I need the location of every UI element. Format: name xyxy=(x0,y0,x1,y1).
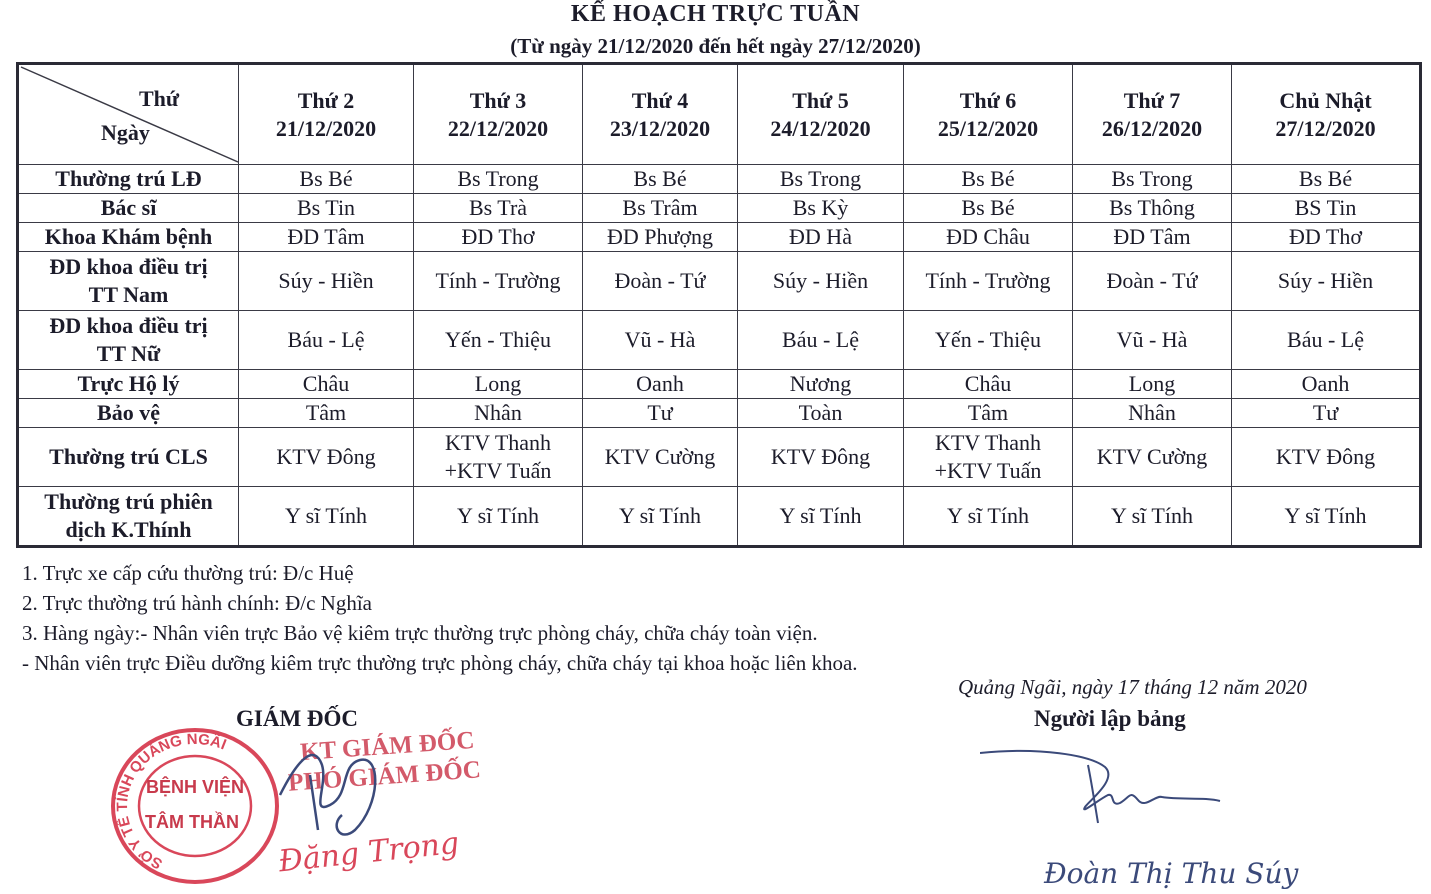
duty-cell xyxy=(583,223,738,252)
duty-assignee: Bs Trâm xyxy=(622,195,698,220)
row-label xyxy=(18,311,239,370)
duty-cell xyxy=(738,223,904,252)
duty-cell xyxy=(1232,487,1421,547)
day-header xyxy=(904,64,1073,165)
duty-cell xyxy=(1073,223,1232,252)
duty-cell xyxy=(904,223,1073,252)
day-header xyxy=(414,64,583,165)
duty-cell xyxy=(1232,370,1421,399)
header-row xyxy=(18,64,1421,165)
duty-assignee: Súy - Hiền xyxy=(772,268,869,293)
place-date: Quảng Ngãi, ngày 17 tháng 12 năm 2020 xyxy=(958,675,1307,699)
duty-cell xyxy=(1232,194,1421,223)
duty-cell xyxy=(1073,428,1232,487)
row-label-line: TT Nam xyxy=(88,282,169,307)
row-label-line: dịch K.Thính xyxy=(65,517,192,542)
duty-cell xyxy=(414,252,583,311)
corner-header-cell xyxy=(18,64,239,165)
duty-cell xyxy=(239,223,414,252)
schedule-row xyxy=(18,223,1421,252)
day-name: Thứ 2 xyxy=(297,87,355,113)
duty-cell xyxy=(904,399,1073,428)
row-label-line: Bảo vệ xyxy=(97,400,160,425)
row-label-line: Thường trú LĐ xyxy=(55,166,202,191)
duty-assignee: Y sĩ Tính xyxy=(285,503,367,528)
duty-cell xyxy=(738,399,904,428)
duty-cell xyxy=(414,194,583,223)
duty-assignee: +KTV Tuấn xyxy=(444,458,552,483)
duty-assignee: Yến - Thiệu xyxy=(445,327,551,352)
duty-assignee: Bs Bé xyxy=(633,166,687,191)
row-label-line: Thường trú phiên xyxy=(44,489,213,514)
duty-cell xyxy=(1073,399,1232,428)
duty-cell xyxy=(414,487,583,547)
duty-cell xyxy=(904,194,1073,223)
duty-assignee: BS Tin xyxy=(1294,195,1357,220)
duty-assignee: Long xyxy=(474,371,522,396)
duty-cell xyxy=(239,399,414,428)
note-line: 3. Hàng ngày:- Nhân viên trực Bảo vệ kiêm trực thường trực phòng cháy, chữa cháy toàn viện. xyxy=(22,621,818,645)
duty-cell xyxy=(583,370,738,399)
duty-assignee: Tư xyxy=(1312,400,1339,425)
duty-cell xyxy=(583,487,738,547)
kt-director-stamp-line1: KT GIÁM ĐỐC xyxy=(299,726,476,767)
row-label xyxy=(18,194,239,223)
duty-assignee: Bs Trà xyxy=(468,195,528,220)
day-date: 26/12/2020 xyxy=(1101,115,1203,141)
duty-cell xyxy=(738,428,904,487)
duty-cell xyxy=(1232,311,1421,370)
duty-assignee: Đoàn - Tứ xyxy=(614,268,706,293)
duty-assignee: Súy - Hiền xyxy=(1277,268,1374,293)
stamp-ring-text: SỞ Y TẾ TỈNH QUẢNG NGÃI xyxy=(113,730,229,873)
duty-assignee: Báu - Lệ xyxy=(287,327,365,352)
day-date: 24/12/2020 xyxy=(770,115,871,141)
duty-assignee: Bs Kỳ xyxy=(792,195,849,220)
duty-cell xyxy=(1073,370,1232,399)
row-label xyxy=(18,165,239,194)
svg-text:Đặng Trọng: Đặng Trọng xyxy=(276,825,461,880)
day-name: Thứ 3 xyxy=(469,87,527,113)
duty-assignee: ĐD Phượng xyxy=(606,224,714,249)
duty-assignee: Báu - Lệ xyxy=(1287,327,1364,352)
duty-cell xyxy=(414,399,583,428)
duty-cell xyxy=(239,428,414,487)
preparer-signature-name xyxy=(1040,845,1330,894)
duty-assignee: Y sĩ Tính xyxy=(1111,503,1193,528)
preparer-signature xyxy=(980,745,1240,835)
note-line: 2. Trực thường trú hành chính: Đ/c Nghĩa xyxy=(22,591,373,615)
row-label xyxy=(18,487,239,547)
director-signature-name xyxy=(270,820,470,880)
duty-assignee: Bs Trong xyxy=(779,166,862,191)
duty-assignee: Bs Trong xyxy=(457,166,539,191)
duty-assignee: Oanh xyxy=(1301,371,1350,396)
row-label-line: ĐD khoa điều trị xyxy=(49,254,208,279)
duty-cell xyxy=(414,370,583,399)
duty-assignee: Y sĩ Tính xyxy=(947,503,1029,528)
preparer-title: Người lập bảng xyxy=(1034,706,1186,731)
duty-cell xyxy=(583,428,738,487)
row-label-line: TT Nữ xyxy=(96,341,161,366)
duty-assignee: KTV Thanh xyxy=(444,430,552,455)
duty-assignee: KTV Thanh xyxy=(934,430,1042,455)
duty-assignee: ĐD Tâm xyxy=(1113,224,1191,249)
duty-assignee: Tâm xyxy=(967,400,1009,425)
row-label-line: ĐD khoa điều trị xyxy=(49,313,208,338)
duty-assignee: Châu xyxy=(964,371,1012,396)
duty-assignee: Yến - Thiệu xyxy=(935,327,1041,352)
duty-assignee: Vũ - Hà xyxy=(1116,327,1188,352)
duty-cell xyxy=(239,311,414,370)
duty-cell xyxy=(904,165,1073,194)
row-label-line: Trực Hộ lý xyxy=(77,371,180,396)
duty-assignee: Bs Bé xyxy=(961,195,1015,220)
row-label xyxy=(18,223,239,252)
row-label-line: Bác sĩ xyxy=(100,195,157,220)
duty-cell xyxy=(738,165,904,194)
duty-cell xyxy=(1073,252,1232,311)
duty-cell xyxy=(414,223,583,252)
corner-label-thu: Thứ xyxy=(139,86,180,111)
duty-assignee: Oanh xyxy=(636,371,684,396)
duty-assignee: KTV Đông xyxy=(1275,444,1376,469)
duty-assignee: Y sĩ Tính xyxy=(457,503,539,528)
duty-assignee: Bs Bé xyxy=(299,166,353,191)
duty-cell xyxy=(904,487,1073,547)
footnotes xyxy=(22,558,858,678)
note-line: - Nhân viên trực Điều dưỡng kiêm trực thường trực phòng cháy, chữa cháy tại khoa hoặc liên khoa. xyxy=(22,651,858,675)
row-label xyxy=(18,252,239,311)
duty-assignee: Bs Bé xyxy=(961,166,1015,191)
duty-cell xyxy=(1073,311,1232,370)
duty-cell xyxy=(239,165,414,194)
duty-cell xyxy=(1232,428,1421,487)
duty-assignee: ĐD Thơ xyxy=(1289,224,1362,249)
duty-cell xyxy=(738,194,904,223)
duty-assignee: Bs Bé xyxy=(1298,166,1353,191)
duty-assignee: Tâm xyxy=(305,400,347,425)
director-title: GIÁM ĐỐC xyxy=(236,706,359,731)
schedule-row xyxy=(18,194,1421,223)
duty-assignee: KTV Đông xyxy=(276,444,376,469)
note-line: 1. Trực xe cấp cứu thường trú: Đ/c Huệ xyxy=(22,561,354,585)
day-name: Chủ Nhật xyxy=(1279,87,1372,113)
duty-assignee: Bs Tin xyxy=(296,195,356,220)
official-stamp xyxy=(100,718,290,888)
duty-cell xyxy=(1232,399,1421,428)
duty-assignee: Y sĩ Tính xyxy=(619,503,701,528)
duty-cell xyxy=(738,252,904,311)
duty-assignee: ĐD Thơ xyxy=(461,224,535,249)
day-name: Thứ 7 xyxy=(1123,87,1181,113)
row-label-line: Khoa Khám bệnh xyxy=(44,224,213,249)
duty-assignee: +KTV Tuấn xyxy=(934,458,1042,483)
schedule-row xyxy=(18,487,1421,547)
duty-cell xyxy=(583,399,738,428)
day-name: Thứ 4 xyxy=(631,87,689,113)
duty-cell xyxy=(583,165,738,194)
duty-cell xyxy=(904,428,1073,487)
duty-assignee: Toàn xyxy=(798,400,843,425)
duty-assignee: Tư xyxy=(647,400,673,425)
duty-assignee: ĐD Hà xyxy=(789,224,852,249)
duty-cell xyxy=(738,370,904,399)
duty-assignee: ĐD Tâm xyxy=(287,224,365,249)
schedule-body xyxy=(18,165,1421,547)
duty-assignee: Tính - Trường xyxy=(435,268,561,293)
duty-cell xyxy=(1232,165,1421,194)
duty-assignee: Đoàn - Tứ xyxy=(1106,268,1198,293)
duty-cell xyxy=(583,194,738,223)
schedule-row xyxy=(18,252,1421,311)
document-title: KẾ HOẠCH TRỰC TUẦN xyxy=(570,1,861,27)
duty-cell xyxy=(904,370,1073,399)
duty-assignee: Nương xyxy=(789,371,852,396)
duty-assignee: Châu xyxy=(302,371,350,396)
duty-assignee: Nhân xyxy=(474,400,522,425)
schedule-row xyxy=(18,370,1421,399)
schedule-row xyxy=(18,399,1421,428)
duty-cell xyxy=(239,487,414,547)
stamp-line-1: BỆNH VIỆN xyxy=(145,777,245,797)
duty-assignee: KTV Cường xyxy=(604,444,716,469)
day-date: 27/12/2020 xyxy=(1275,115,1376,141)
day-date: 21/12/2020 xyxy=(275,115,377,141)
duty-assignee: Bs Trong xyxy=(1111,166,1193,191)
stamp-line-2: TÂM THẦN xyxy=(145,812,239,832)
duty-cell xyxy=(239,252,414,311)
duty-cell xyxy=(583,311,738,370)
kt-director-stamp-line2: PHÓ GIÁM ĐỐC xyxy=(287,756,482,797)
day-header xyxy=(583,64,738,165)
duty-cell xyxy=(904,252,1073,311)
day-date: 22/12/2020 xyxy=(447,115,549,141)
day-date: 25/12/2020 xyxy=(937,115,1039,141)
duty-cell xyxy=(738,311,904,370)
duty-cell xyxy=(414,311,583,370)
duty-assignee: ĐD Châu xyxy=(946,224,1030,249)
duty-assignee: Súy - Hiền xyxy=(278,268,374,293)
duty-assignee: Báu - Lệ xyxy=(782,327,859,352)
row-label-line: Thường trú CLS xyxy=(49,444,208,469)
duty-assignee: KTV Cường xyxy=(1096,444,1208,469)
duty-assignee: Y sĩ Tính xyxy=(779,503,862,528)
duty-cell xyxy=(1073,194,1232,223)
row-label xyxy=(18,428,239,487)
duty-assignee: Nhân xyxy=(1128,400,1176,425)
duty-assignee: Vũ - Hà xyxy=(624,327,696,352)
duty-assignee: KTV Đông xyxy=(770,444,871,469)
schedule-row xyxy=(18,311,1421,370)
duty-cell xyxy=(239,194,414,223)
day-date: 23/12/2020 xyxy=(609,115,711,141)
duty-cell xyxy=(904,311,1073,370)
document-subtitle: (Từ ngày 21/12/2020 đến hết ngày 27/12/2020) xyxy=(510,34,921,58)
day-header xyxy=(1232,64,1421,165)
diagonal-divider xyxy=(19,65,240,164)
duty-schedule-table xyxy=(16,62,1422,548)
duty-cell xyxy=(1073,165,1232,194)
duty-cell xyxy=(414,428,583,487)
duty-assignee: Long xyxy=(1128,371,1176,396)
corner-label-ngay: Ngày xyxy=(101,120,150,145)
duty-cell xyxy=(738,487,904,547)
schedule-row xyxy=(18,428,1421,487)
duty-cell xyxy=(583,252,738,311)
duty-cell xyxy=(1073,487,1232,547)
duty-cell xyxy=(1232,252,1421,311)
duty-assignee: Bs Thông xyxy=(1109,195,1195,220)
row-label xyxy=(18,399,239,428)
day-name: Thứ 5 xyxy=(792,87,849,113)
duty-cell xyxy=(414,165,583,194)
day-header xyxy=(239,64,414,165)
duty-cell xyxy=(239,370,414,399)
day-header xyxy=(1073,64,1232,165)
schedule-row xyxy=(18,165,1421,194)
svg-text:Đoàn Thị Thu Súy: Đoàn Thị Thu Súy xyxy=(1044,857,1299,890)
duty-assignee: Y sĩ Tính xyxy=(1284,503,1367,528)
row-label xyxy=(18,370,239,399)
duty-cell xyxy=(1232,223,1421,252)
day-name: Thứ 6 xyxy=(959,87,1017,113)
duty-assignee: Tính - Trường xyxy=(925,268,1051,293)
day-header xyxy=(738,64,904,165)
